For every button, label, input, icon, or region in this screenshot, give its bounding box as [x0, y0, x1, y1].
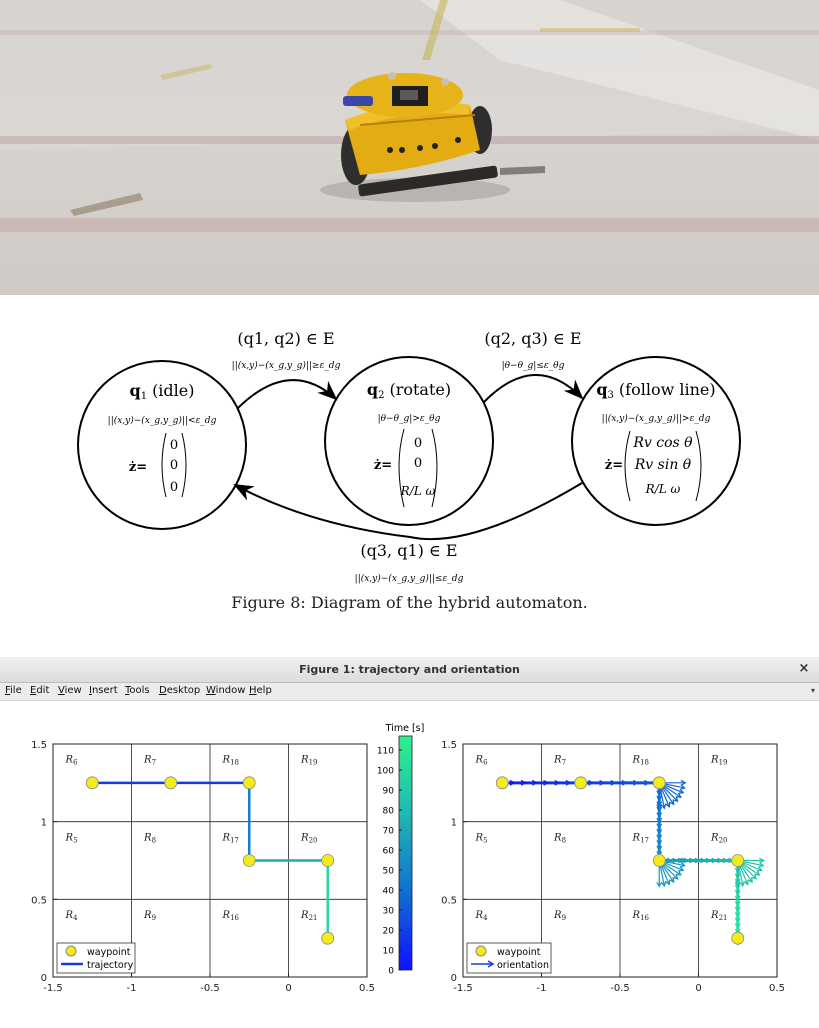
colorbar-tick-label: 50 — [382, 866, 394, 877]
region-label: $R_{21}$ — [301, 909, 318, 922]
waypoint-marker — [496, 777, 508, 789]
colorbar-tick-label: 10 — [382, 946, 394, 957]
y-tick-label: 1 — [40, 817, 47, 829]
waypoint-marker — [653, 777, 665, 789]
state-q2 — [325, 357, 493, 525]
region-label: $R_9$ — [144, 909, 157, 922]
x-tick-label: 0 — [285, 983, 292, 994]
plot-axes-right — [441, 740, 785, 994]
region-label: $R_6$ — [475, 754, 488, 767]
menu-tools[interactable]: Tools — [125, 685, 150, 696]
region-label: $R_{16}$ — [222, 909, 240, 922]
state-q1-vec0: 0 — [169, 438, 179, 453]
waypoint-marker — [243, 855, 255, 867]
menu-edit[interactable]: Edit — [30, 685, 50, 696]
waypoint-marker — [732, 855, 744, 867]
state-q2-label: (rotate) — [389, 380, 452, 399]
y-tick-label: 1.5 — [441, 740, 457, 751]
transition-q3-q1-label: (q3, q1) ∈ E — [360, 541, 458, 560]
menu-desktop[interactable]: Desktop — [159, 685, 201, 696]
waypoint-marker — [322, 855, 334, 867]
state-q1-guard: ||(x,y)−(x_g,y_g)||<ε_dg — [107, 416, 217, 426]
automaton-diagram — [0, 295, 819, 650]
colorbar-gradient — [399, 736, 412, 970]
colorbar-tick-label: 80 — [382, 806, 394, 817]
colorbar-tick-label: 100 — [376, 766, 394, 777]
x-tick-label: -1.5 — [43, 983, 63, 994]
region-label: $R_{17}$ — [632, 832, 650, 845]
colorbar-tick-label: 40 — [382, 886, 394, 897]
y-tick-label: 0 — [450, 973, 457, 984]
menu-bar — [0, 683, 819, 701]
region-label: $R_{17}$ — [222, 832, 240, 845]
region-label: $R_9$ — [554, 909, 567, 922]
state-q3-vec0: Rv cos θ — [633, 435, 693, 451]
state-q3-name: q — [596, 380, 608, 399]
region-label: $R_8$ — [144, 832, 157, 845]
menu-view[interactable]: View — [58, 685, 82, 696]
legend-waypoint-marker — [66, 946, 76, 956]
colorbar-tick-label: 60 — [382, 846, 394, 857]
y-tick-label: 1 — [450, 817, 457, 829]
state-q2-guard: |θ−θ_g|>ε_θg — [377, 414, 441, 424]
region-label: $R_4$ — [475, 909, 488, 922]
state-q2-zdot: ż= — [373, 458, 393, 473]
waypoint-marker — [653, 855, 665, 867]
menu-insert[interactable]: Insert — [89, 685, 118, 696]
svg-text:q3(follow line) — [596, 380, 715, 401]
region-label: $R_7$ — [144, 754, 157, 767]
legend-orientation-label: orientation — [497, 960, 549, 971]
region-label: $R_{20}$ — [711, 832, 728, 845]
colorbar-tick-label: 110 — [376, 746, 394, 757]
colorbar-tick-label: 70 — [382, 826, 394, 837]
state-q1-sub: 1 — [140, 391, 148, 402]
waypoint-marker — [243, 777, 255, 789]
waypoint-marker — [732, 932, 744, 944]
waypoint-marker — [165, 777, 177, 789]
menu-window[interactable]: Window — [206, 685, 246, 696]
state-q1-vec2: 0 — [169, 480, 179, 495]
figure-caption: Figure 8: Diagram of the hybrid automaton. — [231, 593, 588, 612]
state-q1-name: q — [129, 381, 141, 400]
state-q1-zdot: ż= — [128, 460, 148, 475]
x-tick-label: 0.5 — [769, 983, 785, 994]
state-q1-vec1: 0 — [169, 458, 179, 473]
waypoint-marker — [86, 777, 98, 789]
plot-axes-left — [31, 740, 375, 994]
region-label: $R_4$ — [65, 909, 78, 922]
y-tick-label: 0 — [40, 973, 47, 984]
transition-q2-q3-arrow — [484, 375, 582, 402]
state-q3-vec1: Rv sin θ — [634, 457, 692, 473]
state-q3-label: (follow line) — [618, 380, 716, 399]
colorbar — [377, 723, 425, 977]
x-tick-label: 0.5 — [359, 983, 375, 994]
state-q3-vec2: R/L ω — [645, 482, 681, 496]
y-tick-label: 0.5 — [31, 895, 47, 907]
legend-trajectory-label: trajectory — [87, 960, 134, 971]
plots-area — [0, 701, 819, 1024]
x-tick-label: -1 — [536, 983, 547, 994]
region-label: $R_5$ — [475, 832, 488, 845]
legend-waypoint-label: waypoint — [497, 947, 541, 958]
region-label: $R_{19}$ — [711, 754, 728, 767]
waypoint-marker — [322, 932, 334, 944]
state-q2-vec1: 0 — [413, 456, 423, 471]
colorbar-tick-label: 30 — [382, 906, 394, 917]
transition-q1-q2-arrow — [238, 380, 336, 408]
x-tick-label: -1 — [126, 983, 137, 994]
region-label: $R_{16}$ — [632, 909, 650, 922]
region-label: $R_5$ — [65, 832, 78, 845]
transition-q3-q1-guard: ||(x,y)−(x_g,y_g)||≤ε_dg — [354, 574, 464, 584]
state-q3-guard: ||(x,y)−(x_g,y_g)||>ε_dg — [601, 414, 711, 424]
x-tick-label: -0.5 — [200, 983, 220, 994]
svg-text:q1(idle) — [130, 381, 195, 402]
region-label: $R_7$ — [554, 754, 567, 767]
state-q2-name: q — [366, 380, 379, 399]
window-title: Figure 1: trajectory and orientation — [299, 663, 520, 676]
y-tick-label: 0.5 — [441, 895, 457, 907]
transition-q1-q2-guard: ||(x,y)−(x_g,y_g)||≥ε_dg — [231, 361, 341, 371]
legend-waypoint-marker — [476, 946, 486, 956]
state-q2-vec0: 0 — [413, 436, 423, 451]
state-q3-zdot: ż= — [604, 458, 624, 473]
x-tick-label: -1.5 — [453, 983, 473, 994]
colorbar-label: Time [s] — [385, 723, 425, 734]
region-label: $R_{19}$ — [301, 754, 318, 767]
state-q1-label: (idle) — [152, 381, 195, 400]
colorbar-tick-label: 0 — [388, 966, 394, 977]
figure-window — [0, 657, 819, 1024]
close-icon[interactable]: × — [798, 661, 810, 676]
region-label: $R_{18}$ — [222, 754, 240, 767]
transition-q2-q3-label: (q2, q3) ∈ E — [484, 329, 582, 348]
waypoint-marker — [575, 777, 587, 789]
x-tick-label: 0 — [695, 983, 702, 994]
transition-q1-q2-label: (q1, q2) ∈ E — [237, 329, 335, 348]
y-tick-label: 1.5 — [31, 740, 47, 751]
region-label: $R_{20}$ — [301, 832, 318, 845]
title-bar[interactable] — [0, 657, 819, 683]
x-tick-label: -0.5 — [610, 983, 630, 994]
region-label: $R_8$ — [554, 832, 567, 845]
state-q3 — [572, 357, 740, 525]
state-q2-sub: 2 — [378, 390, 385, 401]
state-q3-sub: 3 — [607, 390, 614, 401]
region-label: $R_{18}$ — [632, 754, 650, 767]
transition-q2-q3-guard: |θ−θ_g|≤ε_θg — [501, 361, 565, 371]
colorbar-tick-label: 90 — [382, 786, 394, 797]
colorbar-tick-label: 20 — [382, 926, 394, 937]
region-label: $R_6$ — [65, 754, 78, 767]
state-q1 — [78, 361, 246, 529]
region-label: $R_{21}$ — [711, 909, 728, 922]
menu-file[interactable]: File — [5, 685, 22, 696]
chevron-down-icon[interactable]: ▾ — [810, 686, 815, 695]
menu-help[interactable]: Help — [249, 685, 272, 696]
state-q2-vec2: R/L ω — [400, 484, 436, 498]
svg-text:q2(rotate) — [367, 380, 451, 401]
legend-waypoint-label: waypoint — [87, 947, 131, 958]
robot-photo — [0, 0, 819, 295]
